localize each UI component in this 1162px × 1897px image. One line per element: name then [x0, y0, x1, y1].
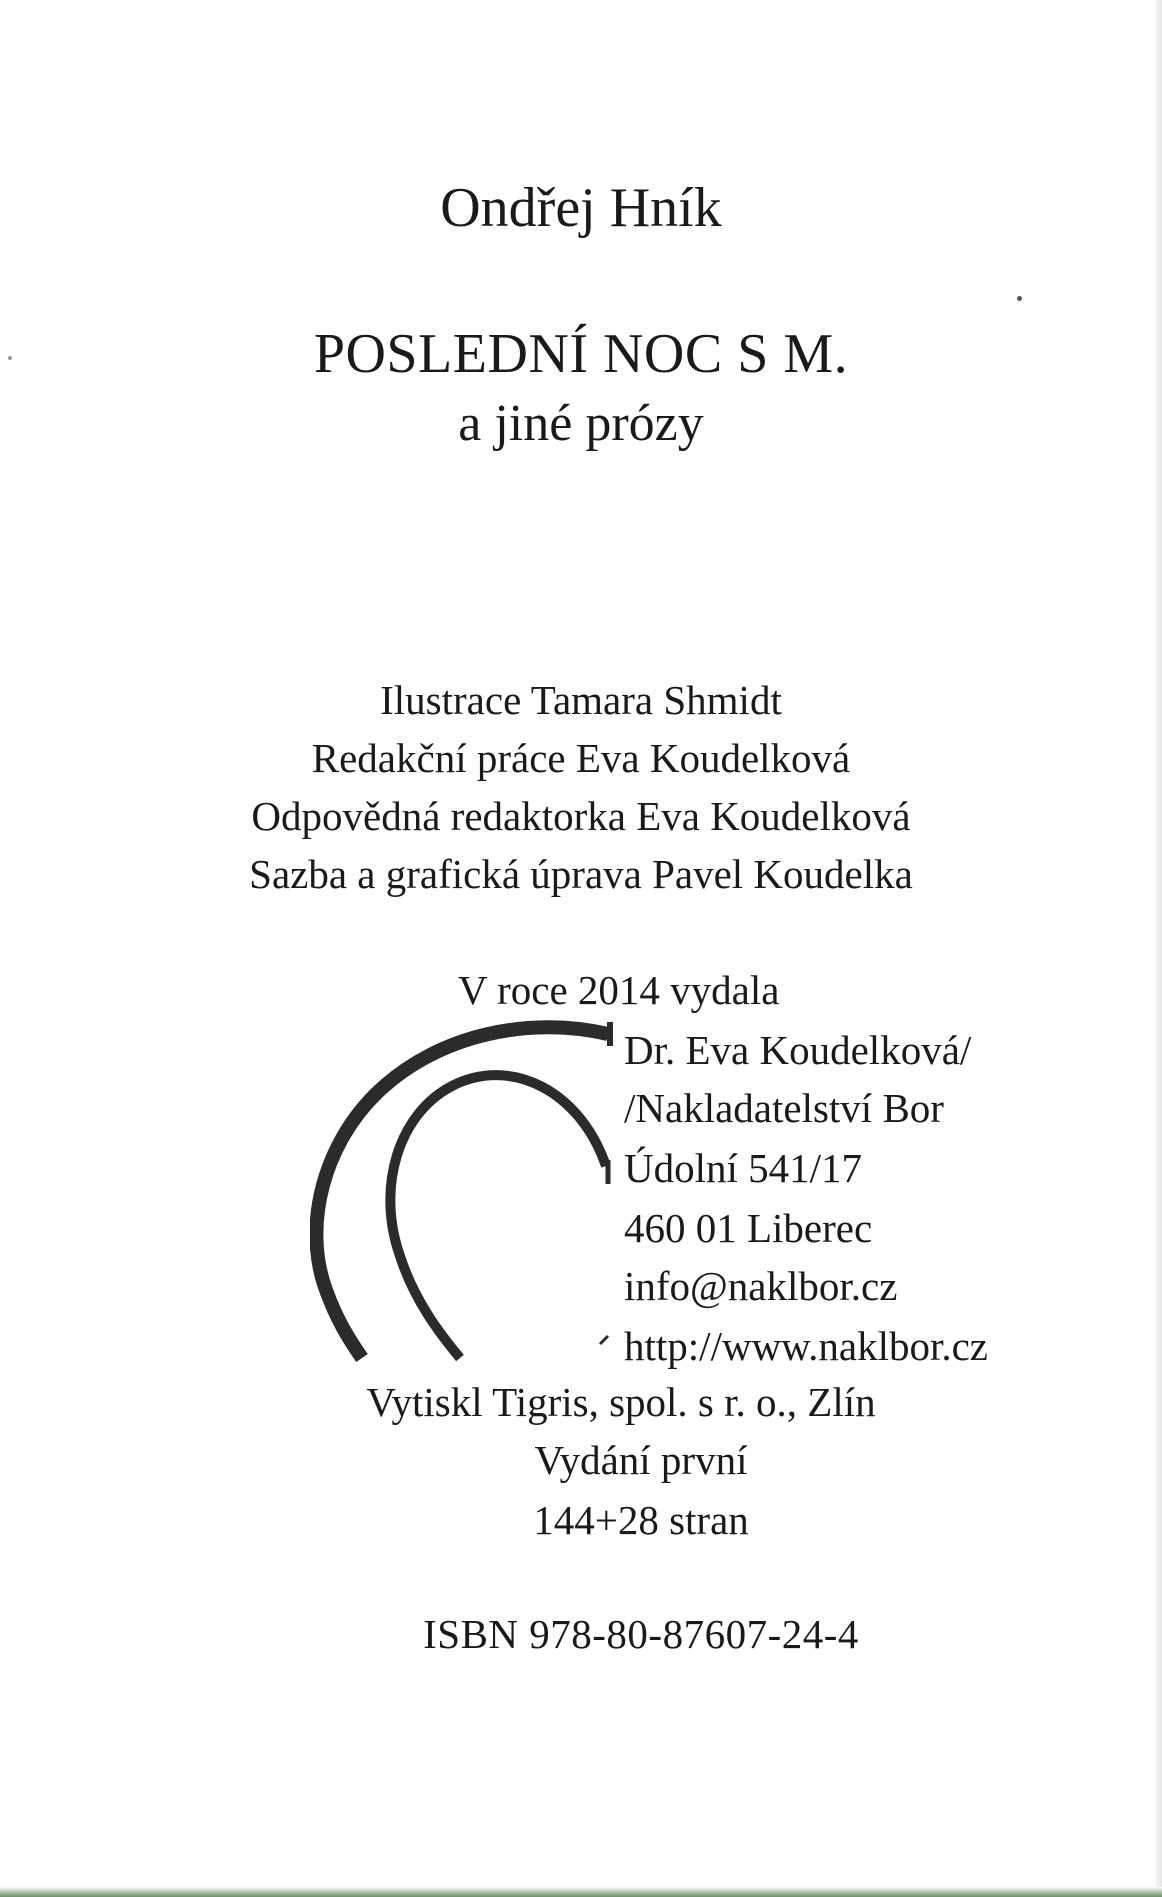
page-right-edge [1156, 0, 1162, 1897]
book-subtitle: a jiné prózy [458, 395, 704, 452]
publisher-arcs-logo-icon [310, 1020, 640, 1362]
printer-line: Vytiskl Tigris, spol. s r. o., Zlín [366, 1379, 876, 1425]
author-name: Ondřej Hník [440, 177, 722, 239]
edition-line: Vydání první [534, 1437, 748, 1483]
publisher-email: info@naklbor.cz [624, 1263, 898, 1309]
credit-editing: Redakční práce Eva Koudelková [311, 735, 851, 781]
book-title: POSLEDNÍ NOC S M. [313, 323, 849, 385]
isbn: ISBN 978-80-87607-24-4 [423, 1611, 859, 1657]
publisher-city: 460 01 Liberec [624, 1205, 873, 1251]
credit-typesetting: Sazba a grafická úprava Pavel Koudelka [249, 851, 913, 897]
publisher-website: http://www.naklbor.cz [624, 1323, 988, 1369]
page-count: 144+28 stran [533, 1497, 749, 1543]
publisher-house: /Nakladatelství Bor [624, 1085, 944, 1131]
credit-illustration: Ilustrace Tamara Shmidt [380, 677, 782, 723]
publisher-name: Dr. Eva Koudelková/ [624, 1027, 972, 1073]
page-bottom-edge [0, 1887, 1162, 1897]
dust-speck [1017, 296, 1022, 301]
published-line: V roce 2014 vydala [458, 967, 780, 1013]
publisher-street: Údolní 541/17 [624, 1145, 863, 1191]
credit-responsible-editor: Odpovědná redaktorka Eva Koudelková [251, 793, 911, 839]
